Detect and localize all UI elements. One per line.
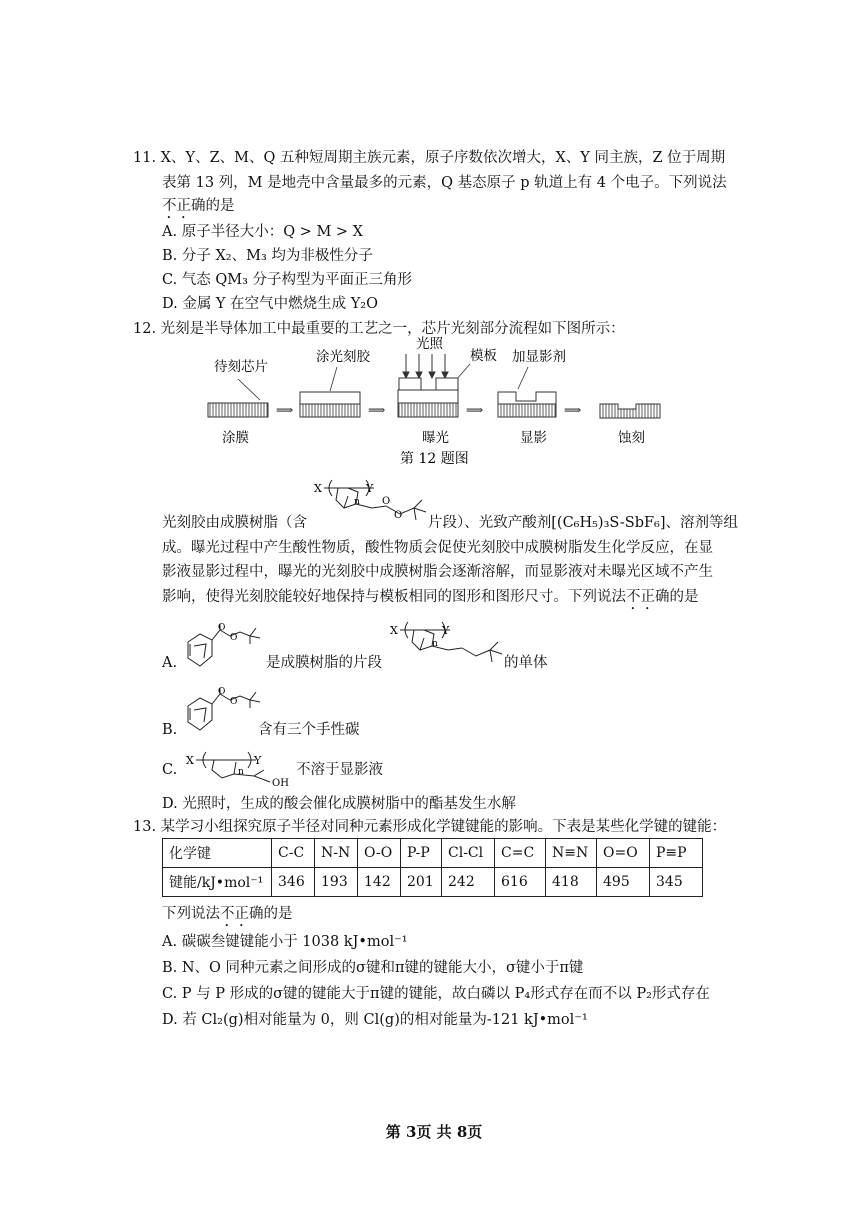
mol-o-label: O [382,496,391,507]
table-cell: 242 [442,868,495,897]
q11-option-d: D. 金属 Y 在空气中燃烧生成 Y₂O [162,296,378,312]
mask-label: 模板 [470,348,497,364]
q11-option-a: A. 原子半径大小：Q > M > X [162,224,363,240]
q13-option-d: D. 若 Cl₂(g)相对能量为 0，则 Cl(g)的相对能量为-121 kJ•mol⁻¹ [162,1012,588,1028]
arrow-icon: ⟹ [368,403,386,417]
acid-resin-structure-c [184,750,294,790]
q11-stem-line1: 11. X、Y、Z、M、Q 五种短周期主族元素，原子序数依次增大，X、Y 同主族，Z 位于周期 [133,150,726,166]
q13-option-b: B. N、O 同种元素之间形成的σ键和π键的键能大小，σ键小于π键 [162,960,584,976]
svg-text:O: O [230,633,238,643]
q13-option-a: A. 碳碳叁键键能小于 1038 kJ•mol⁻¹ [162,934,408,950]
q11-option-c: C. 气态 QM₃ 分子构型为平面正三角形 [162,272,413,288]
arrow-icon: ⟹ [276,403,294,417]
q12-emphasis: 不正 [626,589,655,605]
arrow-icon: ⟹ [466,403,484,417]
table-header-cell: 化学键 [163,839,272,868]
table-cell: 418 [546,868,597,897]
q12-para-4-end: 确的是 [655,589,699,605]
table-header-cell: Cl-Cl [442,839,495,868]
resist-label: 涂光刻胶 [316,349,370,365]
mol-y-label: Y [366,482,374,495]
svg-text:O: O [218,623,226,633]
q11-stem-line2: 表第 13 列，M 是地壳中含量最多的元素，Q 基态原子 p 轨道上有 4 个电子。下列说法 [162,175,727,191]
light-arrows [403,354,448,378]
mol-c-y-label: Y [254,754,262,767]
q13-emphasis: 不正 [220,906,249,922]
q12-para-3: 影液显影过程中，曝光的光刻胶中成膜树脂会逐渐溶解，而显影液对未曝光区域不产生 [162,564,713,580]
chip-block [208,403,268,417]
light-label: 光照 [416,336,443,352]
arrow-icon: ⟹ [564,403,582,417]
q11-stem-line3 [162,196,235,222]
resin-fragment-structure [308,478,432,526]
mol-c-oh-label: OH [272,778,289,789]
table-row-label: 键能/kJ•mol⁻¹ [163,868,272,897]
lithography-diagram [200,336,670,468]
table-header-cell: C-C [272,839,315,868]
mol-a-x-label: X [390,624,398,637]
q13-option-c: C. P 与 P 形成的σ键的键能大于π键的键能，故白磷以 P₄形式存在而不以 P₂形式存在 [162,986,710,1002]
table-cell: 345 [650,868,703,897]
mol-x-label: X [314,482,322,495]
table-header-cell: C=C [495,839,546,868]
table-header-cell: P-P [401,839,442,868]
exposed-resist-layer [398,390,458,403]
chip-label: 待刻芯片 [214,359,268,375]
table-header-cell: P≡P [650,839,703,868]
table-header-cell: N≡N [546,839,597,868]
norbornane-ring [324,480,426,520]
q13-intro [162,904,293,930]
page-footer: 第 3页 共 8页 [385,1123,483,1141]
q13-stem: 13. 某学习小组探究原子半径对同种元素形成化学键键能的影响。下表是某些化学键的键能： [133,819,727,835]
table-header-row [163,839,703,868]
step-label-expose: 曝光 [422,430,449,446]
step-label-coat: 涂膜 [222,430,249,446]
table-cell: 616 [495,868,546,897]
developer-label: 加显影剂 [512,349,566,365]
step-label-develop: 显影 [520,430,547,446]
coated-resist-layer [300,392,360,404]
step-label-etch: 蚀刻 [618,430,645,446]
table-cell: 346 [272,868,315,897]
q13-intro-pre: 下列说法 [162,906,220,922]
table-header-cell: N-N [315,839,358,868]
table-header-cell: O=O [597,839,650,868]
q12-option-b-text: 含有三个手性碳 [258,722,360,738]
developer-pointer [518,367,528,389]
q12-para-4a: 影响，使得光刻胶能较好地保持与模板相同的图形和图形尺寸。下列说法 [162,589,626,605]
table-cell: 142 [358,868,401,897]
table-header-cell: O-O [358,839,401,868]
q12-para-2: 成。曝光过程中产生酸性物质，酸性物质会促使光刻胶中成膜树脂发生化学反应，在显 [162,540,713,556]
table-cell: 495 [597,868,650,897]
svg-text:O: O [230,697,238,707]
q12-option-a-label: A. [162,655,178,671]
resist-pointer [330,367,337,391]
table-row [163,868,703,897]
q12-option-c-text: 不溶于显影液 [296,762,383,778]
q11-option-b: B. 分子 X₂、M₃ 均为非极性分子 [162,248,373,264]
q12-para-1b: 片段）、光致产酸剂[(C₆H₅)₃S-SbF₆]、溶剂等组 [428,515,739,531]
mol-n-label: n [354,497,360,507]
chip-pointer [238,379,260,400]
table-cell: 201 [401,868,442,897]
mol-o2-label: O [394,510,403,521]
mask-piece-right [436,378,458,390]
mol-a-y-label: Y [442,624,450,637]
svg-text:O: O [218,687,226,697]
mol-c-x-label: X [186,754,194,767]
q12-option-c-label: C. [162,762,178,778]
monomer-structure-b [180,686,266,738]
q13-intro-end: 确的是 [249,906,293,922]
q12-stem: 12. 光刻是半导体加工中最重要的工艺之一，芯片光刻部分流程如下图所示： [133,321,625,337]
developed-chip-block [498,404,556,417]
coated-chip-block [300,404,360,417]
q12-option-b-label: B. [162,722,178,738]
q12-option-d: D. 光照时，生成的酸会催化成膜树脂中的酯基发生水解 [162,796,516,812]
mol-c-n-label: n [238,767,244,777]
mol-a-n-label: n [432,639,438,649]
figure-caption: 第 12 题图 [400,451,469,467]
etched-chip [600,404,660,418]
exposed-chip-block [398,403,458,417]
q11-stem-end: 确的是 [191,198,235,214]
q11-emphasis: 不正 [162,198,191,214]
developed-resist [498,392,556,404]
bond-energy-table [162,838,703,897]
mask-piece-left [399,378,421,390]
q12-para-4 [162,587,699,613]
table-cell: 193 [315,868,358,897]
resin-fragment-structure-a [388,620,506,666]
q12-option-a-mid: 是成膜树脂的片段 [266,655,382,671]
q12-option-a-end: 的单体 [504,655,548,671]
q12-para-1a: 光刻胶由成膜树脂（含 [162,515,307,531]
monomer-structure-a [180,622,266,674]
